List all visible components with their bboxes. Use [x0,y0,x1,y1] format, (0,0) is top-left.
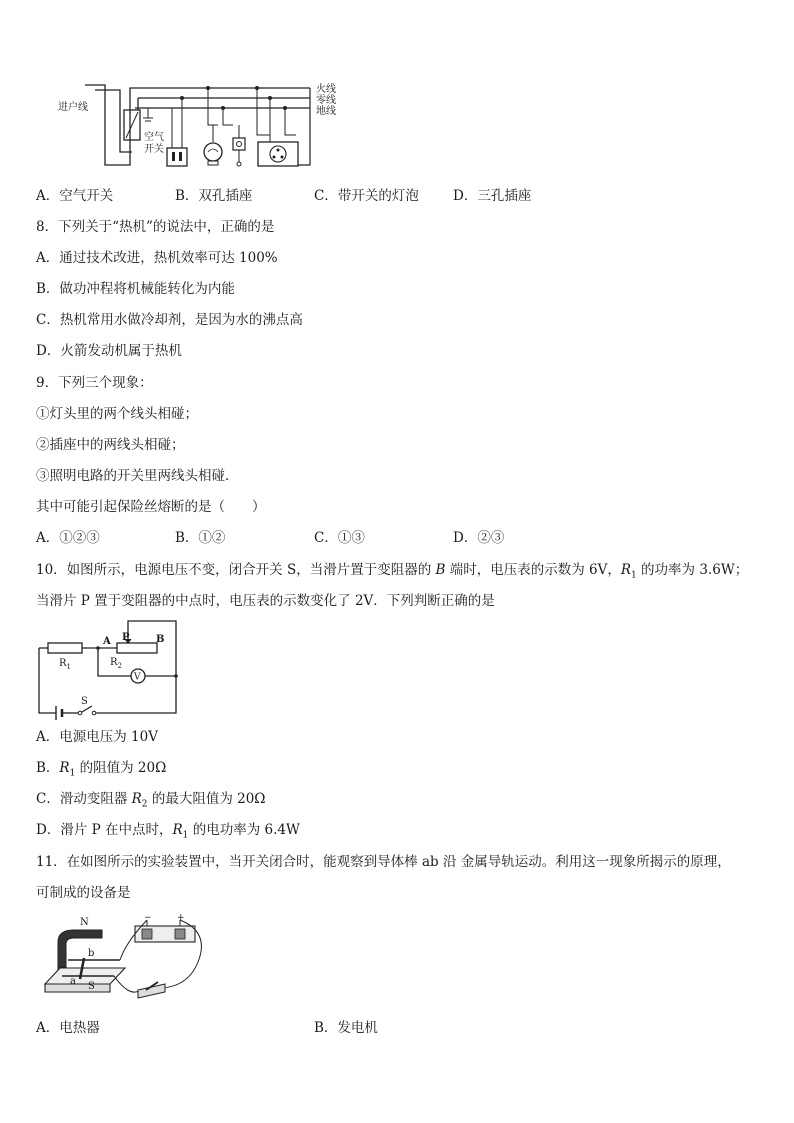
q10-option-b-text-2: 的阻值为 20Ω [75,760,167,776]
q10-stem-line-2: 当滑片 P 置于变阻器的中点时，电压表的示数变化了 2V．下列判断正确的是 [36,593,495,609]
q10-stem-b-symbol: B [435,562,446,578]
r2-label [110,657,122,670]
q9-option-b: B．①② [175,530,226,546]
q10-option-b-text-1: B． [36,760,60,776]
q10-option-d-symbol: R [172,822,183,838]
q9-option-c: C．①③ [314,530,365,546]
q8-stem: 8．下列关于“热机”的说法中，正确的是 [36,219,275,235]
q7-option-d: D．三孔插座 [453,188,532,204]
q10-option-d-text-2: 的电功率为 6.4W [188,822,300,838]
battery-minus-label: − [144,913,152,923]
rod-end-a-label: a [70,976,76,987]
q10-stem-text-3: 的功率为 3.6W； [636,562,749,578]
q10-option-d-text-1: D．滑片 P 在中点时， [36,822,173,838]
switch-s-label: S [81,696,88,707]
q9-option-d: D．②③ [453,530,505,546]
q10-stem-text-1: 10．如图所示，电源电压不变，闭合开关 S，当滑片置于变阻器的 [36,562,436,578]
q9-question: 其中可能引起保险丝熔断的是（ ） [36,499,266,515]
slider-p-label: P [122,632,130,643]
q9-option-a: A．①②③ [36,530,100,546]
q7-option-a: A．空气开关 [36,188,114,204]
q11-option-b: B．发电机 [314,1020,378,1036]
r2-subscript: 2 [117,662,122,670]
q10-option-a: A．电源电压为 10V [36,729,158,745]
rheostat-circuit-figure [36,618,186,718]
q11-stem-line-1: 11．在如图所示的实验装置中，当开关闭合时，能观察到导体棒 ab 沿 金属导轨运动。利用这一现象所揭示的原理， [36,854,731,870]
q7-option-b: B．双孔插座 [175,188,253,204]
r1-label [59,658,71,671]
voltmeter-label: V [134,672,141,683]
q11-stem-line-2: 可制成的设备是 [36,885,131,901]
household-circuit-figure [60,80,350,175]
north-pole-label: N [80,917,89,928]
south-pole-label: S [88,981,95,992]
q10-stem-line-1 [36,561,748,585]
q10-option-d [36,821,300,845]
q9-item-2: ②插座中的两线头相碰； [36,437,185,453]
q10-option-c-text-2: 的最大阻值为 20Ω [147,791,266,807]
q10-option-c-symbol: R [131,791,142,807]
incoming-line-label: 进户线 [58,102,88,113]
neutral-line-label: 零线 [316,95,336,106]
r2-symbol: R [110,657,118,668]
point-a-label: A [103,636,111,647]
battery-plus-label: + [177,913,185,923]
q7-option-c: C．带开关的灯泡 [314,188,419,204]
rod-end-b-label: b [88,948,95,959]
q9-item-3: ③照明电路的开关里两线头相碰． [36,468,239,484]
q10-option-c-subscript: 2 [141,799,148,810]
ground-line-label: 地线 [316,106,336,117]
q10-option-b-subscript: 1 [69,768,76,779]
breaker-label-2: 开关 [144,144,164,155]
q9-stem: 9．下列三个现象： [36,375,153,391]
q8-option-d: D．火箭发动机属于热机 [36,343,182,359]
r1-subscript: 1 [66,663,71,671]
q10-option-b-symbol: R [59,760,70,776]
q10-stem-r-subscript: 1 [631,570,637,581]
q10-stem-text-2: 端时，电压表的示数为 6V， [445,562,621,578]
q11-option-a: A．电热器 [36,1020,100,1036]
q8-option-c: C．热机常用水做冷却剂，是因为水的沸点高 [36,312,303,328]
fire-line-label: 火线 [316,84,336,95]
breaker-label-1: 空气 [144,132,164,143]
point-b-label: B [156,634,165,645]
magnet-rail-figure [40,912,210,1007]
q10-option-d-subscript: 1 [182,830,189,841]
q10-option-c [36,790,266,814]
r1-symbol: R [59,658,67,669]
q10-stem-r-symbol: R [620,562,632,578]
q10-option-b [36,759,166,783]
q8-option-b: B．做功冲程将机械能转化为内能 [36,281,235,297]
q10-option-c-text-1: C．滑动变阻器 [36,791,132,807]
q9-item-1: ①灯头里的两个线头相碰； [36,406,198,422]
q8-option-a: A．通过技术改进，热机效率可达 100% [36,250,278,266]
